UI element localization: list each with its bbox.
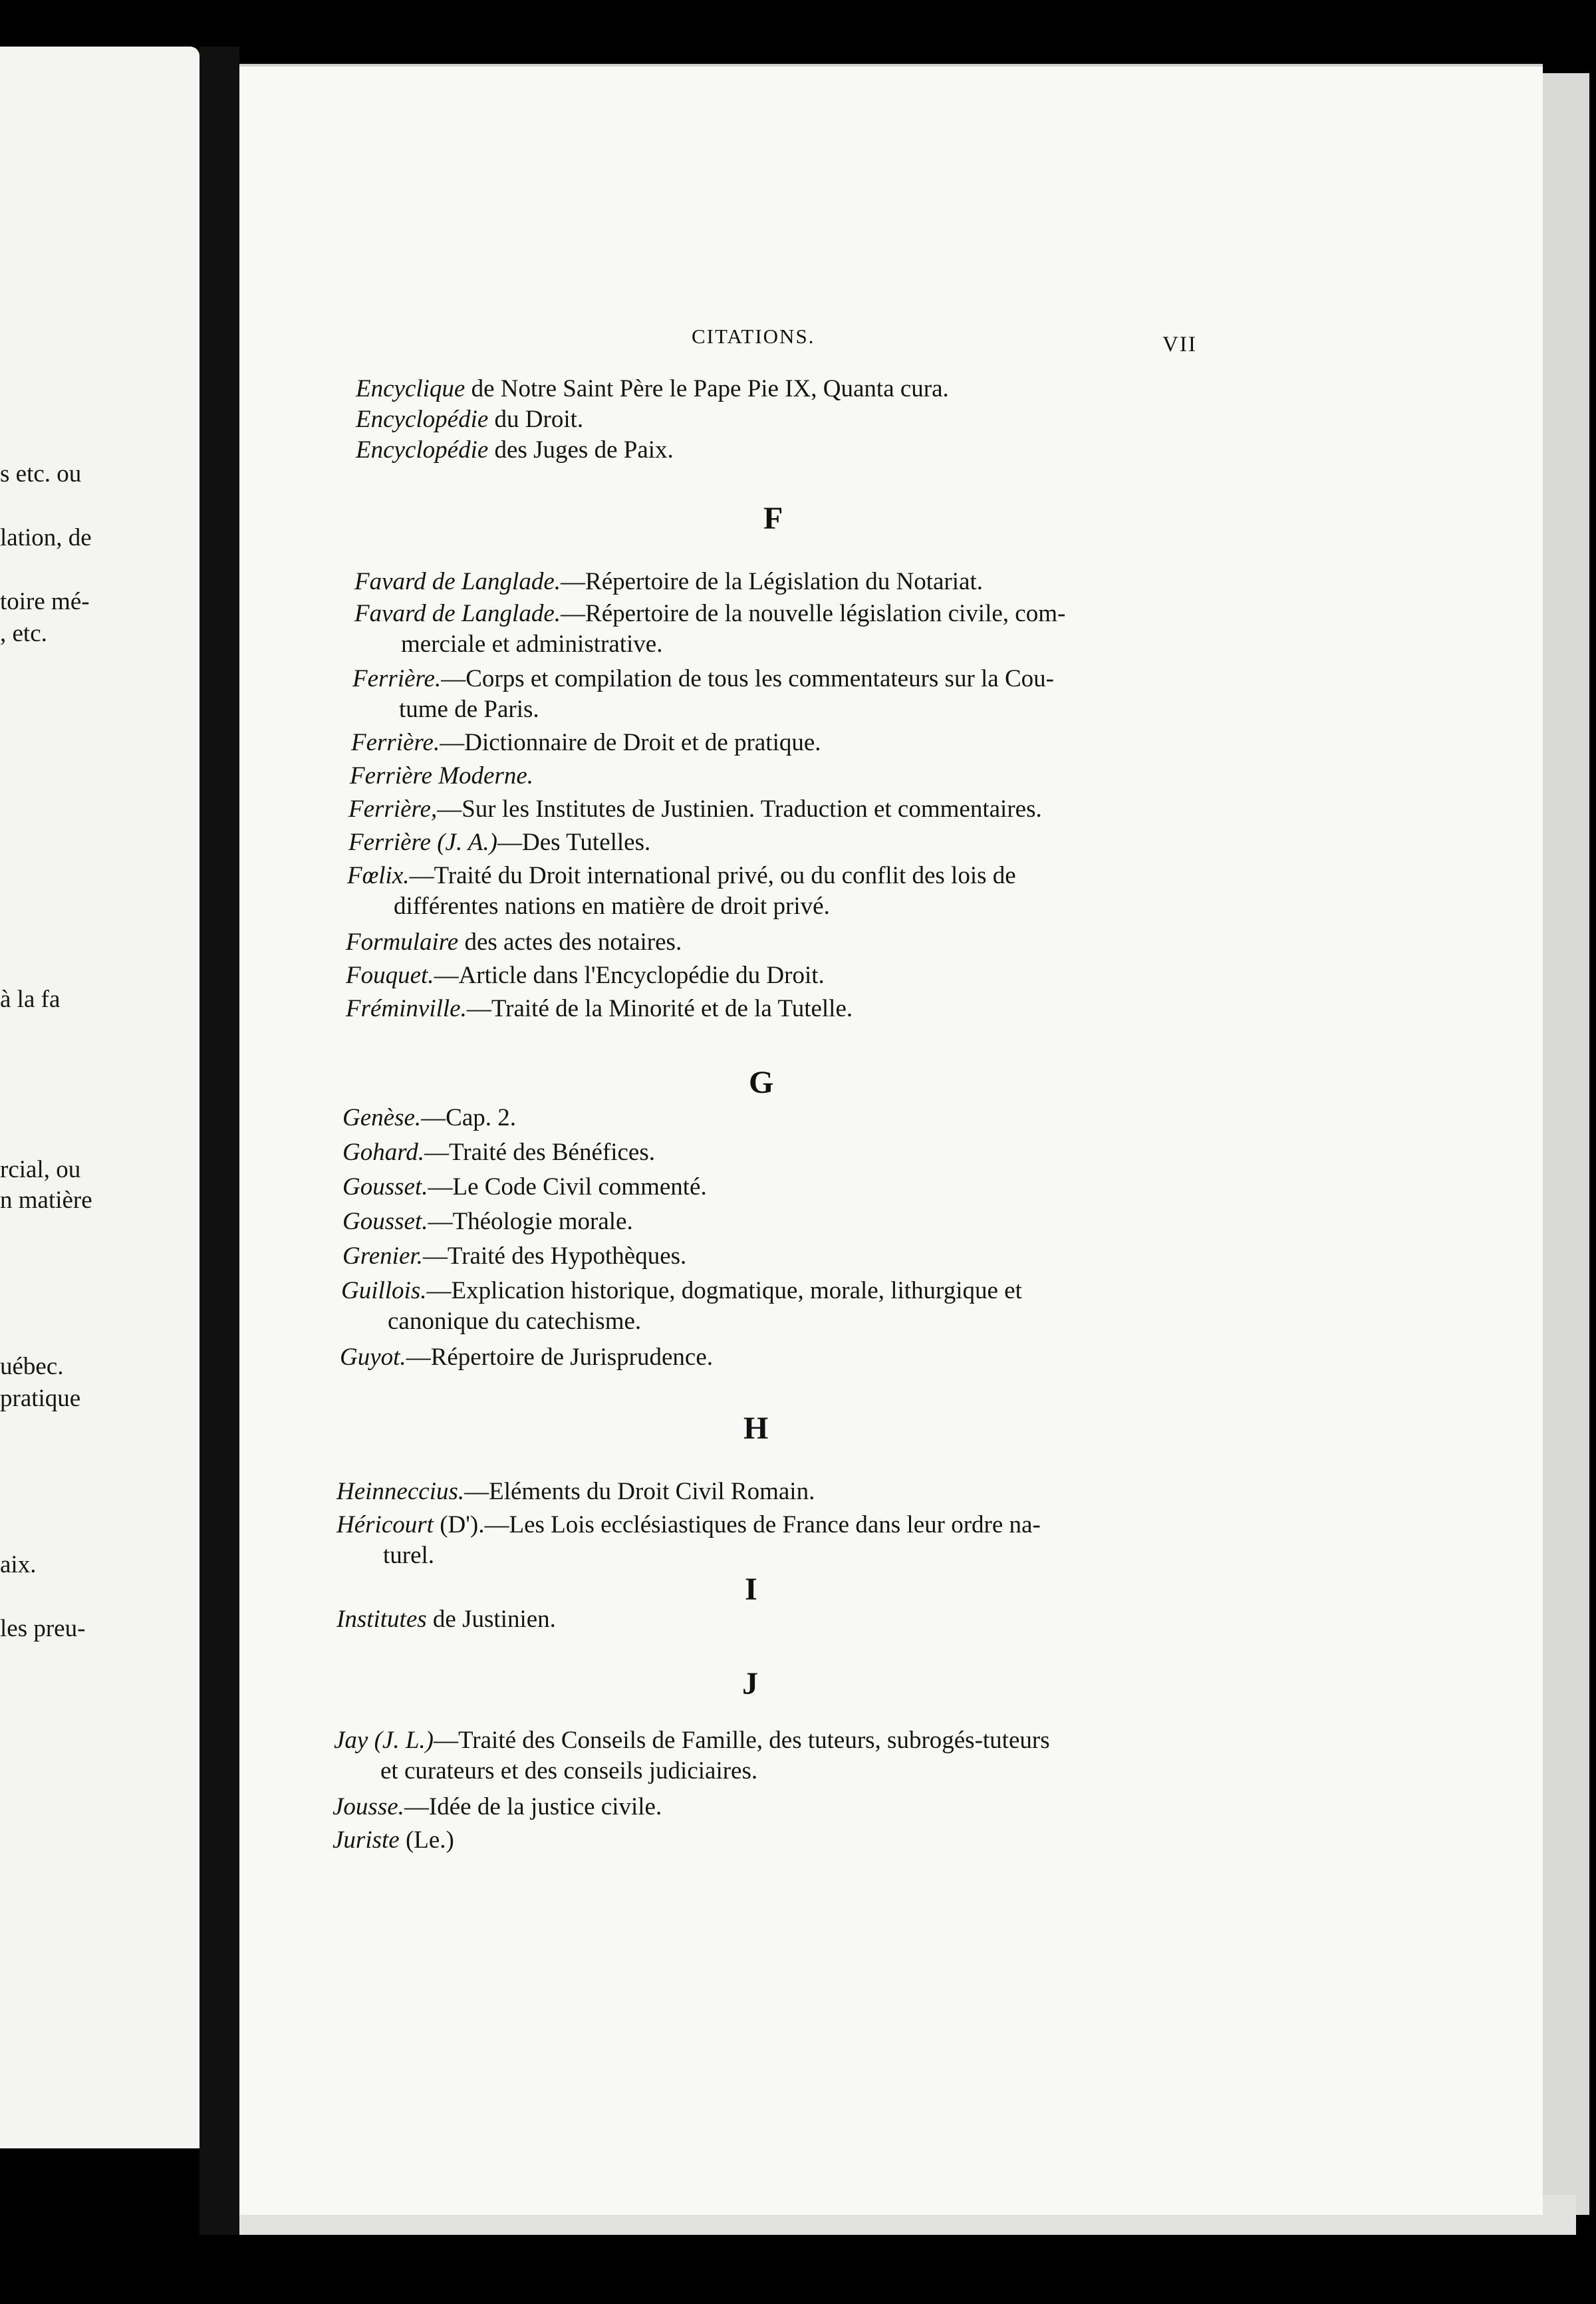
left-fragment: s etc. ou: [0, 460, 82, 488]
citation-text: —Dictionnaire de Droit et de pratique.: [440, 729, 821, 756]
citation-text: —Traité du Droit international privé, ou du conflit des lois de: [409, 862, 1016, 889]
citation-entry: [346, 960, 825, 991]
citation-author: Institutes: [336, 1606, 427, 1633]
left-fragment: toire mé-: [0, 588, 90, 615]
citation-text: —Traité de la Minorité et de la Tutelle.: [466, 995, 853, 1022]
citation-entry: [356, 435, 674, 466]
citation-continuation: tume de Paris.: [399, 696, 539, 723]
left-fragment: aix.: [0, 1551, 37, 1578]
citation-text: —Traité des Conseils de Famille, des tuteurs, subrogés-tuteurs: [434, 1727, 1050, 1754]
citation-entry: [348, 827, 650, 858]
citation-entry: [354, 599, 1065, 660]
citation-entry: [336, 1510, 1041, 1571]
citation-text: —Sur les Institutes de Justinien. Traduction et commentaires.: [437, 795, 1042, 823]
citation-text: —Article dans l'Encyclopédie du Droit.: [434, 962, 825, 989]
citation-text: —Le Code Civil commenté.: [428, 1173, 707, 1201]
left-fragment: à la fa: [0, 986, 61, 1013]
left-fragment: n matière: [0, 1187, 92, 1214]
citation-text: —Répertoire de la Législation du Notariat.: [561, 568, 983, 595]
citation-author: Jousse.: [332, 1793, 404, 1820]
citation-entry: [356, 404, 583, 435]
section-letter: J: [742, 1666, 758, 1701]
citation-continuation: canonique du catechisme.: [388, 1308, 642, 1335]
citation-entry: [346, 994, 853, 1024]
citation-author: Fouquet.: [346, 962, 434, 989]
citation-author: Ferrière,: [348, 795, 438, 823]
citation-text: (Le.): [399, 1826, 454, 1854]
citation-author: Guillois.: [341, 1277, 427, 1304]
citation-text: —Traité des Bénéfices.: [424, 1139, 655, 1166]
citation-author: Genèse.: [342, 1104, 422, 1131]
left-fragment: uébec.: [0, 1353, 64, 1380]
citation-continuation: différentes nations en matière de droit privé.: [394, 893, 830, 920]
citation-author: Favard de Langlade.: [354, 568, 561, 595]
citation-author: Encyclopédie: [356, 436, 489, 464]
book-gutter: [200, 47, 239, 2235]
citation-entry: [332, 1825, 454, 1856]
citation-entry: [342, 1172, 707, 1203]
citation-entry: [342, 1241, 686, 1272]
citation-author: Encyclique: [356, 375, 466, 402]
citation-author: Guyot.: [340, 1344, 406, 1371]
citation-entry: [354, 567, 983, 597]
citation-author: Jay (J. L.): [334, 1727, 434, 1754]
citation-entry: [347, 861, 1016, 922]
citation-author: Fœlix.: [347, 862, 410, 889]
citation-author: Ferrière (J. A.): [348, 829, 497, 856]
citation-text: de Notre Saint Père le Pape Pie IX, Quanta cura.: [465, 375, 949, 402]
citation-text: —Répertoire de la nouvelle législation civile, com-: [561, 600, 1066, 627]
citation-continuation: et curateurs et des conseils judiciaires.: [380, 1757, 758, 1785]
citation-author: Juriste: [332, 1826, 400, 1854]
citation-text: —Corps et compilation de tous les commentateurs sur la Cou-: [441, 665, 1054, 692]
left-fragment: rcial, ou: [0, 1156, 81, 1183]
citation-author: Favard de Langlade.: [354, 600, 561, 627]
citation-entry: [340, 1342, 713, 1373]
citation-entry: [348, 794, 1042, 825]
citation-author: Héricourt: [336, 1511, 434, 1538]
section-letter: H: [743, 1411, 769, 1446]
citation-text: —Des Tutelles.: [497, 829, 651, 856]
page-number: VII: [1162, 333, 1197, 357]
citation-text: des Juges de Paix.: [488, 436, 674, 464]
citation-author: Gousset.: [342, 1208, 428, 1235]
citation-author: Gousset.: [342, 1173, 428, 1201]
citation-text: (D').—Les Lois ecclésiastiques de France dans leur ordre na-: [433, 1511, 1041, 1538]
citation-entry: [351, 728, 821, 758]
left-fragment: lation, de: [0, 524, 92, 551]
citation-text: du Droit.: [488, 406, 584, 433]
citation-text: —Idée de la justice civile.: [404, 1793, 662, 1820]
citation-entry: [346, 927, 682, 958]
section-letter: G: [749, 1065, 774, 1100]
citation-text: —Cap. 2.: [421, 1104, 516, 1131]
left-fragment: les preu-: [0, 1615, 86, 1642]
citation-author: Gohard.: [342, 1139, 424, 1166]
left-page: [0, 47, 200, 2148]
citation-entry: [356, 374, 949, 404]
citation-entry: [342, 1207, 633, 1237]
citation-author: Encyclopédie: [356, 406, 489, 433]
citation-entry: [336, 1477, 815, 1507]
citation-entry: [341, 1276, 1022, 1337]
citation-entry: [352, 664, 1054, 725]
left-fragment: , etc.: [0, 620, 47, 647]
citation-author: Fréminville.: [346, 995, 467, 1022]
citation-entry: [350, 761, 533, 792]
citation-text: —Répertoire de Jurisprudence.: [406, 1344, 713, 1371]
citation-text: —Traité des Hypothèques.: [422, 1242, 687, 1270]
section-letter: I: [745, 1572, 757, 1607]
citation-continuation: merciale et administrative.: [401, 631, 663, 658]
citation-text: de Justinien.: [426, 1606, 556, 1633]
citation-author: Grenier.: [342, 1242, 423, 1270]
citation-text: —Explication historique, dogmatique, morale, lithurgique et: [426, 1277, 1022, 1304]
left-fragment: pratique: [0, 1385, 81, 1412]
citation-author: Ferrière.: [351, 729, 440, 756]
citation-author: Heinneccius.: [336, 1478, 465, 1505]
citation-entry: [342, 1137, 655, 1168]
citation-text: des actes des notaires.: [458, 929, 682, 956]
citation-author: Ferrière Moderne.: [350, 762, 534, 790]
running-head: CITATIONS.: [692, 325, 815, 348]
citation-text: —Théologie morale.: [428, 1208, 633, 1235]
citation-continuation: turel.: [383, 1542, 435, 1569]
citation-entry: [336, 1604, 556, 1635]
citation-author: Formulaire: [346, 929, 459, 956]
citation-text: —Eléments du Droit Civil Romain.: [464, 1478, 815, 1505]
citation-author: Ferrière.: [352, 665, 442, 692]
section-letter: F: [763, 501, 783, 536]
citation-entry: [334, 1725, 1050, 1787]
citation-entry: [332, 1792, 662, 1822]
citation-entry: [342, 1103, 516, 1133]
